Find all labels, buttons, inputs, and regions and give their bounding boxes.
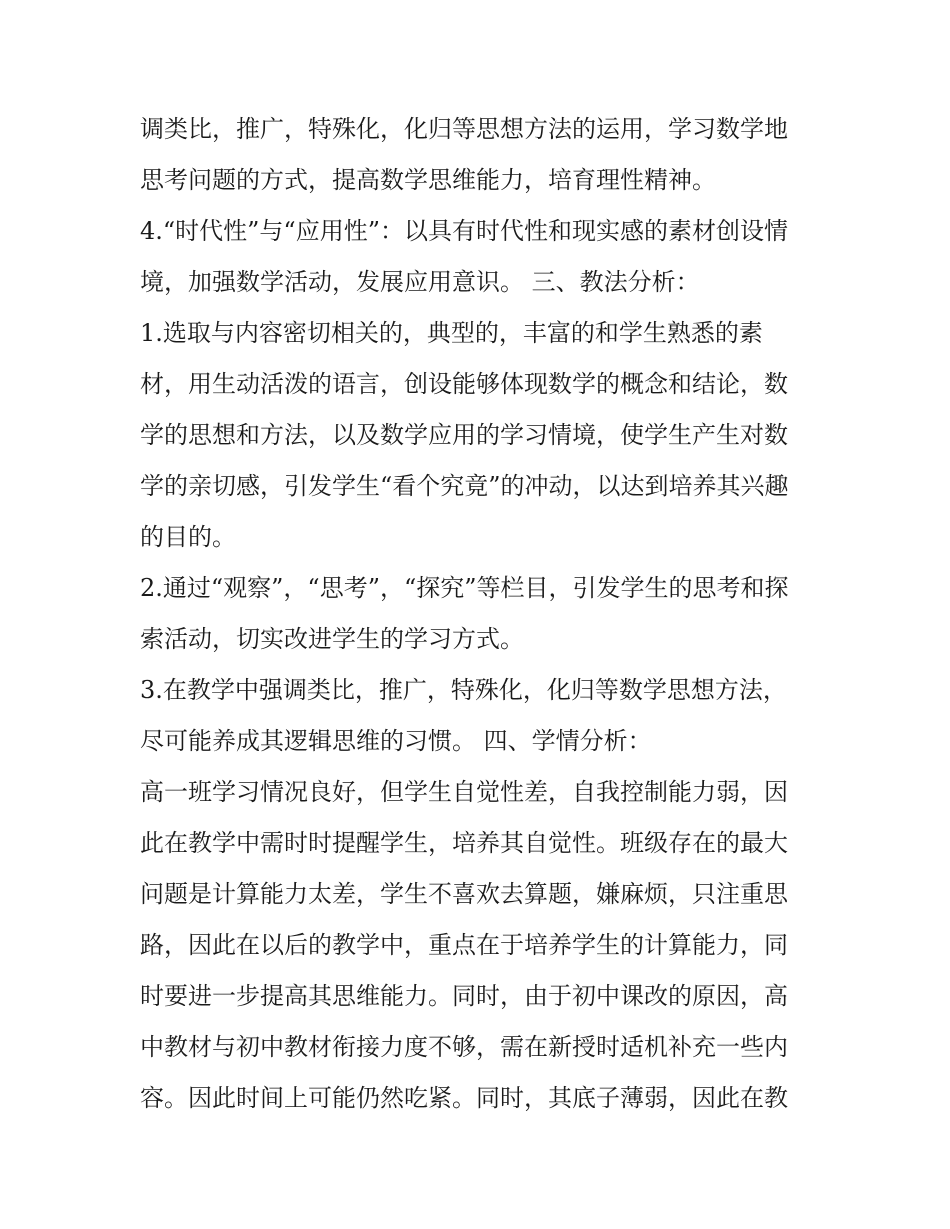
- document-body: [140, 104, 820, 1124]
- text-line: 境，加强数学活动，发展应用意识。 三、教法分析：: [140, 268, 700, 296]
- text-line: 问题是计算能力太差，学生不喜欢去算题，嫌麻烦，只注重思: [140, 880, 788, 908]
- text-line: 学的思想和方法，以及数学应用的学习情境，使学生产生对数: [140, 421, 788, 449]
- text-line: 思考问题的方式，提高数学思维能力，培育理性精神。: [140, 166, 716, 194]
- text-line: 索活动，切实改进学生的学习方式。: [140, 625, 524, 653]
- text-line: 3.在教学中强调类比，推广，特殊化，化归等数学思想方法，: [140, 676, 787, 704]
- text-line: 时要进一步提高其思维能力。同时，由于初中课改的原因，高: [140, 982, 788, 1010]
- text-line: 中教材与初中教材衔接力度不够，需在新授时适机补充一些内: [140, 1033, 788, 1061]
- text-line: 材，用生动活泼的语言，创设能够体现数学的概念和结论，数: [140, 370, 788, 398]
- text-line: 2.通过“观察”，“思考”，“探究”等栏目，引发学生的思考和探: [140, 574, 789, 602]
- text-line: 此在教学中需时时提醒学生，培养其自觉性。班级存在的最大: [140, 829, 788, 857]
- text-line: 学的亲切感，引发学生“看个究竟”的冲动，以达到培养其兴趣: [140, 472, 789, 500]
- text-line: 1.选取与内容密切相关的，典型的，丰富的和学生熟悉的素: [140, 319, 763, 347]
- text-line: 调类比，推广，特殊化，化归等思想方法的运用，学习数学地: [140, 115, 788, 143]
- text-line: 容。因此时间上可能仍然吃紧。同时，其底子薄弱，因此在教: [140, 1084, 788, 1112]
- text-line: 4.“时代性”与“应用性”：以具有时代性和现实感的素材创设情: [140, 217, 788, 245]
- text-line: 的目的。: [140, 523, 236, 551]
- text-line: 路，因此在以后的教学中，重点在于培养学生的计算能力，同: [140, 931, 788, 959]
- text-line: 尽可能养成其逻辑思维的习惯。 四、学情分析：: [140, 727, 652, 755]
- text-line: 高一班学习情况良好，但学生自觉性差，自我控制能力弱，因: [140, 778, 788, 806]
